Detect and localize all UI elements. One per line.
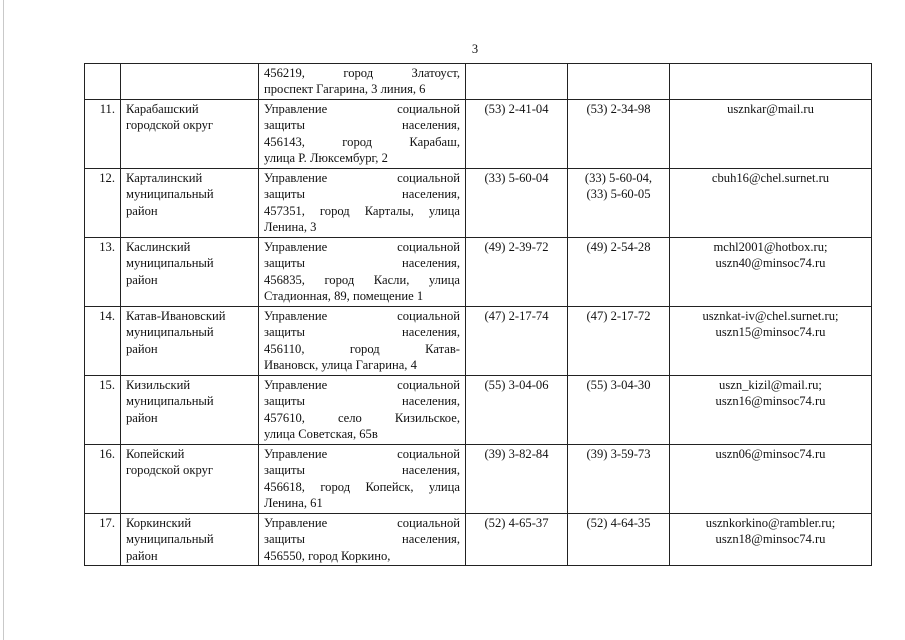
address-line: Стадионная, 89, помещение 1 <box>264 289 424 304</box>
table-row <box>85 375 872 444</box>
table-row <box>85 513 872 565</box>
district-name <box>121 237 259 306</box>
address-line: 456219, город Златоуст, <box>264 66 460 80</box>
address-line: Управление социальной <box>264 377 460 392</box>
office-address <box>259 444 466 513</box>
district-line: городской округ <box>126 463 214 478</box>
email-line: uszn15@minsoc74.ru <box>715 325 826 340</box>
email-address <box>670 375 872 444</box>
table-row <box>85 168 872 237</box>
district-line: муниципальный <box>126 325 214 340</box>
address-line: Ивановск, улица Гагарина, 4 <box>264 358 417 373</box>
address-line: Управление социальной <box>264 239 460 254</box>
district-line: Карабашский <box>126 101 199 116</box>
email-line: uszn_kizil@mail.ru; <box>719 377 822 392</box>
address-line: защиты населения, <box>264 394 460 409</box>
table-row <box>85 237 872 306</box>
email-address <box>670 513 872 565</box>
fax-line: (33) 5-60-05 <box>586 187 651 202</box>
email-line: usznkat-iv@chel.surnet.ru; <box>702 308 839 323</box>
row-number: 12. <box>85 168 121 237</box>
fax-line: (49) 2-54-28 <box>586 239 651 254</box>
phone-number <box>466 444 568 513</box>
phone-number <box>466 375 568 444</box>
address-line: Управление социальной <box>264 170 460 185</box>
phone-number <box>466 64 568 100</box>
fax-number <box>568 237 670 306</box>
address-line: проспект Гагарина, 3 линия, 6 <box>264 82 426 97</box>
address-line: Ленина, 61 <box>264 496 323 511</box>
district-line: Каслинский <box>126 239 191 254</box>
fax-number <box>568 306 670 375</box>
district-line: Копейский <box>126 446 185 461</box>
email-line: uszn40@minsoc74.ru <box>715 256 826 271</box>
email-line: uszn06@minsoc74.ru <box>715 446 826 461</box>
district-name <box>121 306 259 375</box>
address-line: Ленина, 3 <box>264 220 317 235</box>
phone-line: (39) 3-82-84 <box>484 446 549 461</box>
row-number: 17. <box>85 513 121 565</box>
address-line: 456550, город Коркино, <box>264 548 391 563</box>
fax-number <box>568 99 670 168</box>
address-line: защиты населения, <box>264 118 460 133</box>
phone-number <box>466 99 568 168</box>
scan-edge-line <box>3 0 4 640</box>
row-number: 11. <box>85 99 121 168</box>
address-line: Управление социальной <box>264 446 460 461</box>
district-name <box>121 513 259 565</box>
row-number: 15. <box>85 375 121 444</box>
table-row <box>85 306 872 375</box>
address-line: улица Советская, 65в <box>264 427 378 442</box>
district-name <box>121 64 259 100</box>
address-line: 457610, село Кизильское, <box>264 410 460 425</box>
fax-line: (55) 3-04-30 <box>586 377 651 392</box>
district-line: муниципальный <box>126 256 214 271</box>
social-protection-table <box>84 63 872 566</box>
address-line: Управление социальной <box>264 101 460 116</box>
email-line: usznkorkino@rambler.ru; <box>705 515 836 530</box>
phone-line: (47) 2-17-74 <box>484 308 549 323</box>
address-line: Управление социальной <box>264 308 460 323</box>
fax-line: (33) 5-60-04, <box>584 170 653 185</box>
email-address <box>670 168 872 237</box>
phone-number <box>466 237 568 306</box>
fax-number <box>568 64 670 100</box>
table-row <box>85 64 872 100</box>
district-line: район <box>126 272 158 287</box>
district-line: район <box>126 548 158 563</box>
phone-number <box>466 513 568 565</box>
fax-line: (53) 2-34-98 <box>586 101 651 116</box>
office-address <box>259 306 466 375</box>
phone-line: (52) 4-65-37 <box>484 515 549 530</box>
district-name <box>121 168 259 237</box>
office-address <box>259 375 466 444</box>
phone-line: (53) 2-41-04 <box>484 101 549 116</box>
district-line: район <box>126 341 158 356</box>
email-line: cbuh16@chel.surnet.ru <box>711 170 830 185</box>
address-line: 456143, город Карабаш, <box>264 134 460 149</box>
email-line: usznkar@mail.ru <box>727 101 814 116</box>
office-address <box>259 237 466 306</box>
table-body <box>85 64 872 566</box>
phone-line: (33) 5-60-04 <box>484 170 549 185</box>
district-line: муниципальный <box>126 394 214 409</box>
address-line: защиты населения, <box>264 256 460 271</box>
email-line: mchl2001@hotbox.ru; <box>713 239 828 254</box>
phone-number <box>466 168 568 237</box>
district-line: городской округ <box>126 118 214 133</box>
email-address <box>670 64 872 100</box>
district-line: Карталинский <box>126 170 203 185</box>
fax-number <box>568 444 670 513</box>
address-line: 456835, город Касли, улица <box>264 272 460 287</box>
district-name <box>121 375 259 444</box>
address-line: Управление социальной <box>264 515 460 530</box>
fax-line: (47) 2-17-72 <box>586 308 651 323</box>
district-line: Коркинский <box>126 515 192 530</box>
row-number: 13. <box>85 237 121 306</box>
table-row <box>85 444 872 513</box>
table-row <box>85 99 872 168</box>
district-line: муниципальный <box>126 187 214 202</box>
office-address <box>259 99 466 168</box>
email-address <box>670 306 872 375</box>
fax-number <box>568 375 670 444</box>
email-address <box>670 444 872 513</box>
email-address <box>670 237 872 306</box>
email-address <box>670 99 872 168</box>
address-line: 456110, город Катав- <box>264 341 460 356</box>
fax-line: (52) 4-64-35 <box>586 515 651 530</box>
address-line: защиты населения, <box>264 325 460 340</box>
phone-number <box>466 306 568 375</box>
fax-number <box>568 168 670 237</box>
address-line: 457351, город Карталы, улица <box>264 203 460 218</box>
email-line: uszn16@minsoc74.ru <box>715 394 826 409</box>
email-line: uszn18@minsoc74.ru <box>715 532 826 547</box>
phone-line: (55) 3-04-06 <box>484 377 549 392</box>
page-number: 3 <box>471 42 479 56</box>
district-line: муниципальный <box>126 532 214 547</box>
district-name <box>121 444 259 513</box>
district-line: район <box>126 410 158 425</box>
district-line: Катав-Ивановский <box>126 308 226 323</box>
phone-line: (49) 2-39-72 <box>484 239 549 254</box>
address-line: улица Р. Люксембург, 2 <box>264 151 388 166</box>
address-line: защиты населения, <box>264 532 460 547</box>
office-address <box>259 168 466 237</box>
address-line: защиты населения, <box>264 187 460 202</box>
office-address <box>259 64 466 100</box>
district-name <box>121 99 259 168</box>
fax-number <box>568 513 670 565</box>
row-number <box>85 64 121 100</box>
row-number: 14. <box>85 306 121 375</box>
address-line: защиты населения, <box>264 463 460 478</box>
district-line: район <box>126 203 158 218</box>
fax-line: (39) 3-59-73 <box>586 446 651 461</box>
district-line: Кизильский <box>126 377 191 392</box>
address-line: 456618, город Копейск, улица <box>264 479 460 494</box>
row-number: 16. <box>85 444 121 513</box>
office-address <box>259 513 466 565</box>
